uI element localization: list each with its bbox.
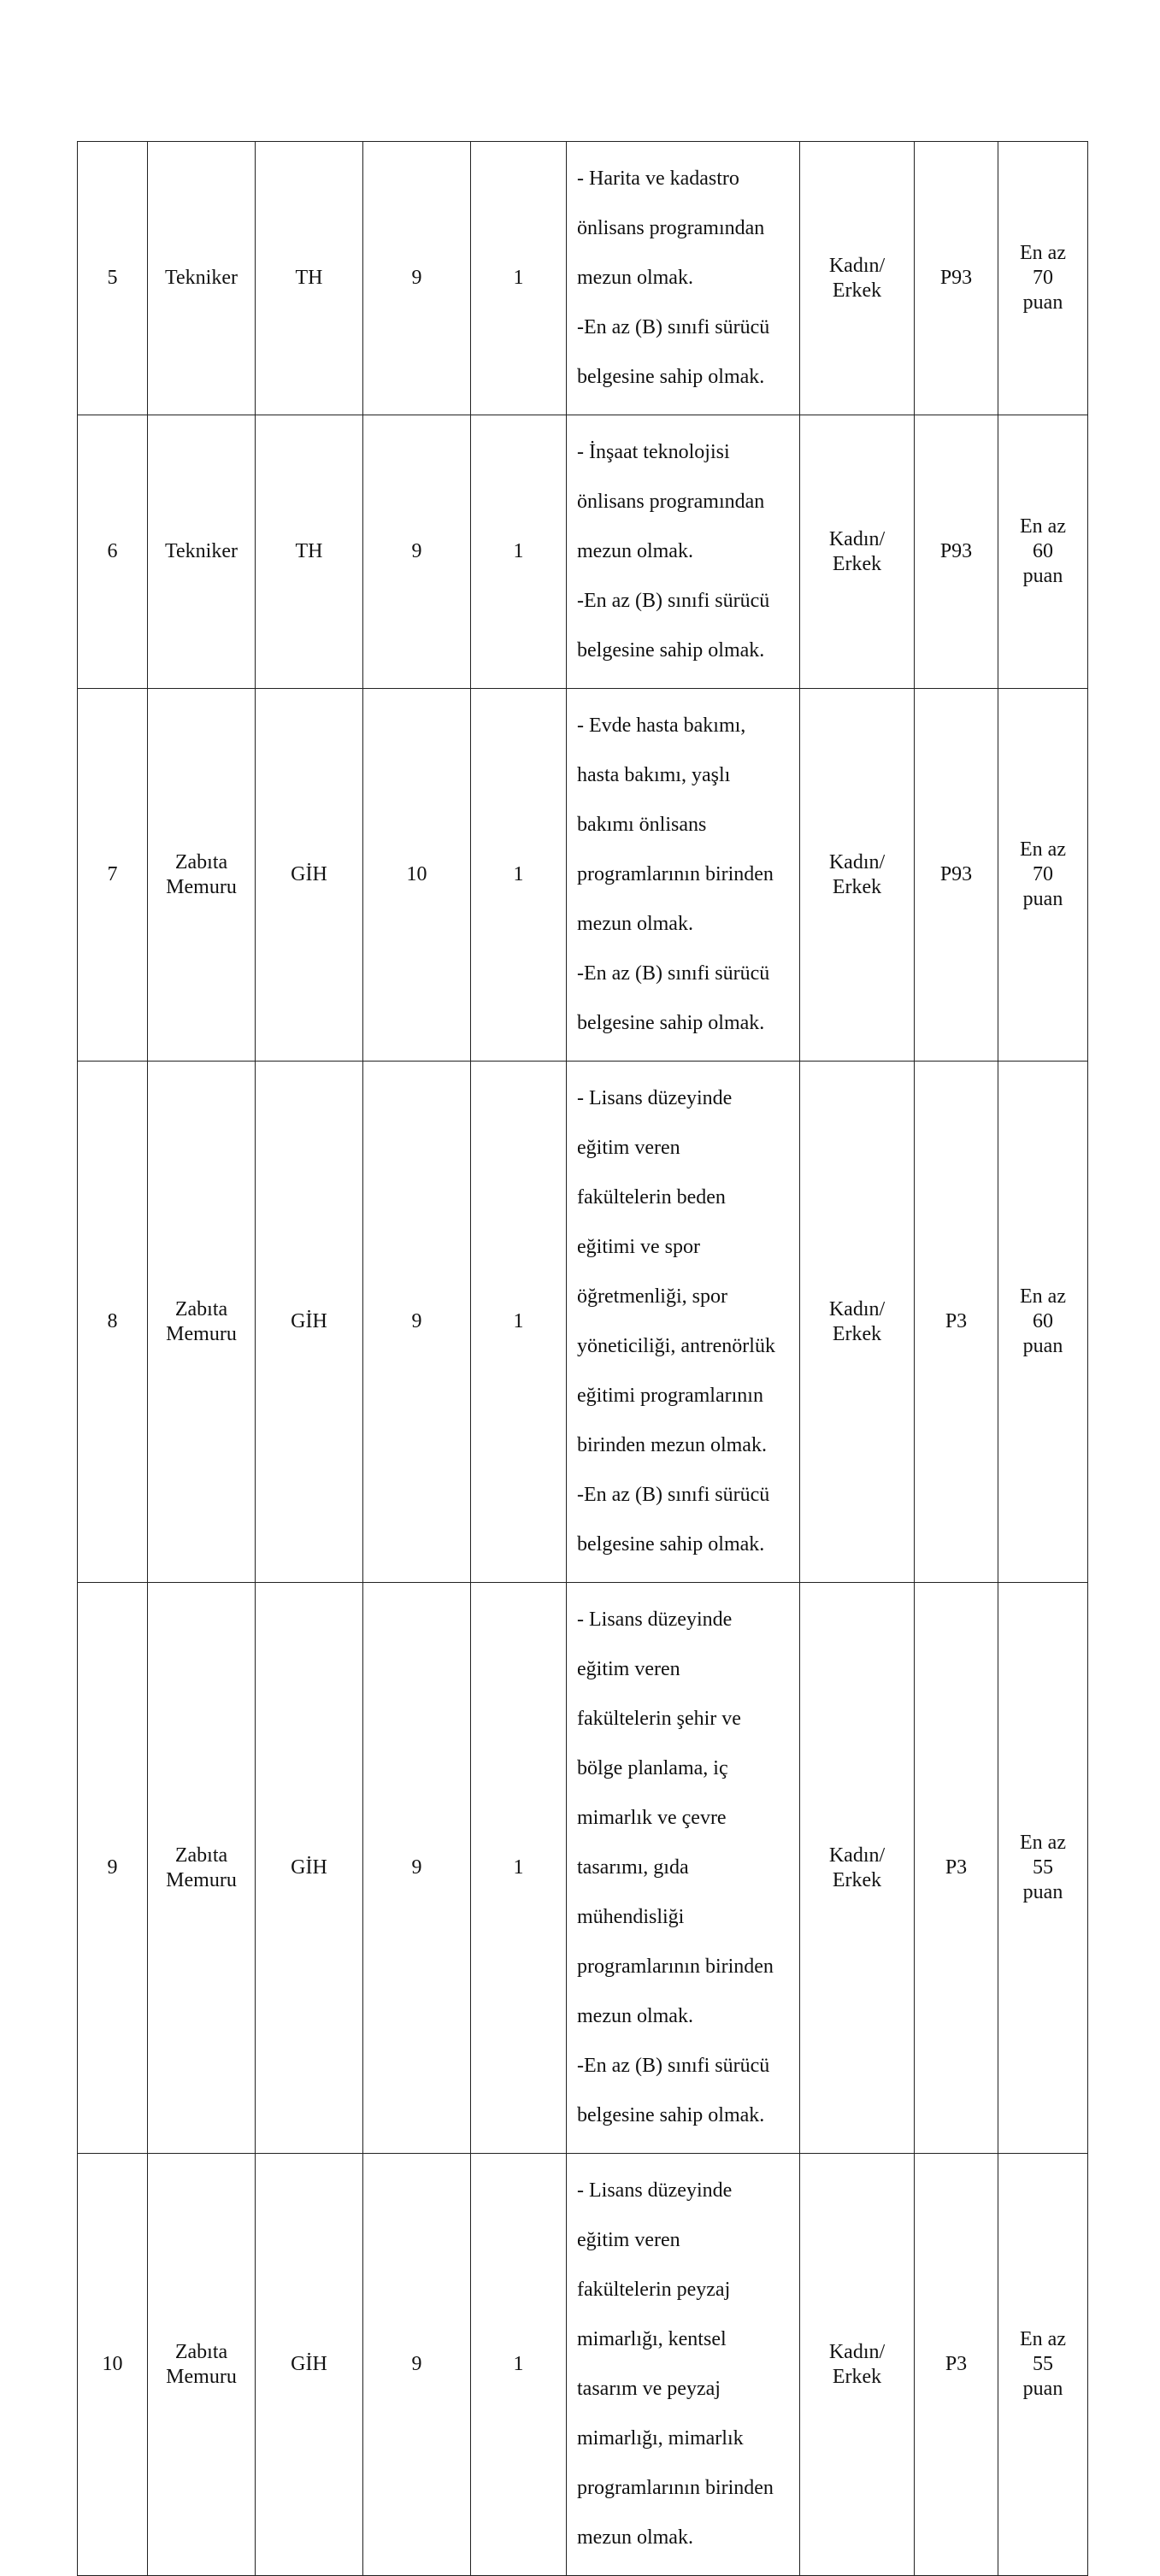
row-number: 6 [78,415,148,689]
kpss-type: P93 [915,142,998,415]
min-score: En az 55 puan [998,2154,1088,2576]
row-number: 5 [78,142,148,415]
min-score: En az 70 puan [998,142,1088,415]
service-class: TH [256,415,363,689]
position-count: 1 [471,1583,567,2154]
position-title: Zabıta Memuru [148,1062,256,1583]
grade: 9 [363,1062,471,1583]
service-class: GİH [256,689,363,1062]
requirements: - İnşaat teknolojisi önlisans programından mezun olmak. -En az (B) sınıfi sürücü belgesine sahip olmak. [567,415,800,689]
min-score: En az 70 puan [998,689,1088,1062]
table-row [78,2154,1088,2576]
table-row [78,1583,1088,2154]
min-score: En az 60 puan [998,1062,1088,1583]
requirements: - Harita ve kadastro önlisans programından mezun olmak. -En az (B) sınıfi sürücü belgesine sahip olmak. [567,142,800,415]
position-count: 1 [471,142,567,415]
position-count: 1 [471,689,567,1062]
service-class: GİH [256,1062,363,1583]
position-title: Tekniker [148,415,256,689]
gender: Kadın/ Erkek [800,1062,915,1583]
grade: 9 [363,1583,471,2154]
row-number: 10 [78,2154,148,2576]
position-title: Zabıta Memuru [148,689,256,1062]
service-class: GİH [256,2154,363,2576]
grade: 9 [363,2154,471,2576]
table-row [78,142,1088,415]
row-number: 7 [78,689,148,1062]
kpss-type: P3 [915,2154,998,2576]
row-number: 8 [78,1062,148,1583]
table-row [78,1062,1088,1583]
kpss-type: P93 [915,415,998,689]
position-title: Tekniker [148,142,256,415]
row-number: 9 [78,1583,148,2154]
requirements: - Lisans düzeyinde eğitim veren fakültelerin şehir ve bölge planlama, iç mimarlık ve çevre tasarımı, gıda mühendisliği programlarının birinden mezun olmak. -En az (B) sınıfi sürücü belgesine sahip olmak. [567,1583,800,2154]
requirements: - Lisans düzeyinde eğitim veren fakültelerin peyzaj mimarlığı, kentsel tasarım ve peyzaj mimarlığı, mimarlık programlarının birinden mezun olmak. [567,2154,800,2576]
gender: Kadın/ Erkek [800,689,915,1062]
table-row [78,689,1088,1062]
service-class: GİH [256,1583,363,2154]
grade: 9 [363,415,471,689]
table-row [78,415,1088,689]
gender: Kadın/ Erkek [800,142,915,415]
positions-table [77,141,1088,2576]
kpss-type: P3 [915,1062,998,1583]
kpss-type: P3 [915,1583,998,2154]
requirements: - Evde hasta bakımı, hasta bakımı, yaşlı bakımı önlisans programlarının birinden mezun olmak. -En az (B) sınıfi sürücü belgesine sahip olmak. [567,689,800,1062]
position-count: 1 [471,1062,567,1583]
requirements: - Lisans düzeyinde eğitim veren fakültelerin beden eğitimi ve spor öğretmenliği, spor yöneticiliği, antrenörlük eğitimi programlarının birinden mezun olmak. -En az (B) sınıfi sürücü belgesine sahip olmak. [567,1062,800,1583]
gender: Kadın/ Erkek [800,2154,915,2576]
gender: Kadın/ Erkek [800,1583,915,2154]
min-score: En az 55 puan [998,1583,1088,2154]
service-class: TH [256,142,363,415]
gender: Kadın/ Erkek [800,415,915,689]
min-score: En az 60 puan [998,415,1088,689]
kpss-type: P93 [915,689,998,1062]
grade: 10 [363,689,471,1062]
position-count: 1 [471,415,567,689]
grade: 9 [363,142,471,415]
position-title: Zabıta Memuru [148,1583,256,2154]
position-title: Zabıta Memuru [148,2154,256,2576]
position-count: 1 [471,2154,567,2576]
